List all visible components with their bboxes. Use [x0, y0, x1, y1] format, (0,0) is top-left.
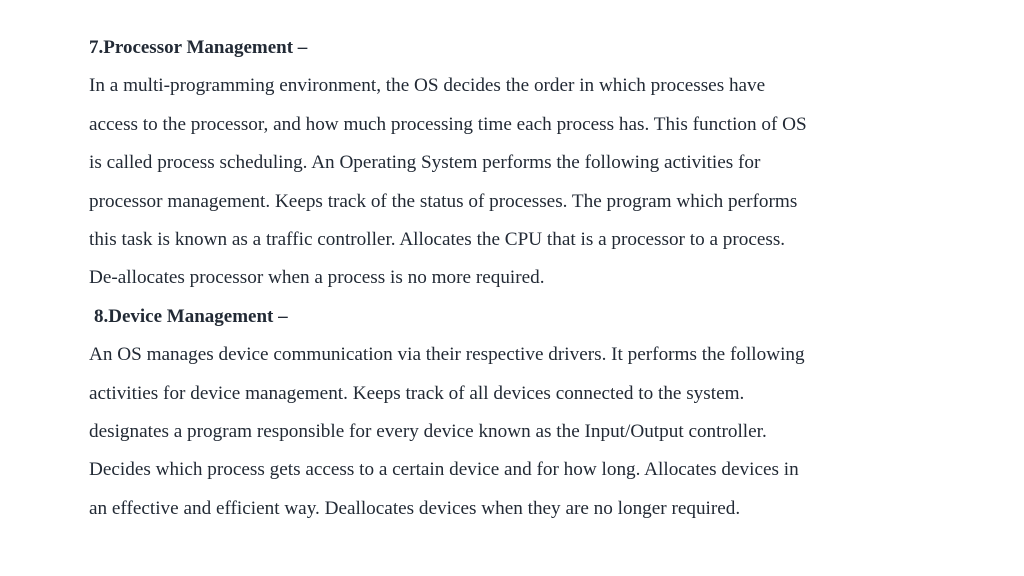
paragraph-line: An OS manages device communication via their respective drivers. It performs the following: [89, 344, 805, 366]
section-device-management: [89, 298, 909, 528]
paragraph-line: designates a program responsible for every device known as the Input/Output controller.: [89, 420, 767, 442]
paragraph-line: access to the processor, and how much processing time each process has. This function of OS: [89, 113, 807, 135]
section-heading: 7.Processor Management –: [89, 37, 308, 58]
paragraph-line: In a multi-programming environment, the OS decides the order in which processes have: [89, 75, 766, 97]
paragraph-line: De-allocates processor when a process is no more required.: [89, 267, 545, 289]
section-processor-management: [89, 29, 909, 298]
section-heading: 8.Device Management –: [94, 305, 288, 327]
paragraph-line: is called process scheduling. An Operating System performs the following activities for: [89, 152, 761, 174]
paragraph-line: Decides which process gets access to a certain device and for how long. Allocates devices in: [89, 459, 799, 481]
paragraph-line: an effective and efficient way. Deallocates devices when they are no longer required.: [89, 497, 741, 519]
document-body: [89, 29, 909, 528]
paragraph-line: this task is known as a traffic controller. Allocates the CPU that is a processor to a process.: [89, 228, 786, 250]
paragraph-line: activities for device management. Keeps track of all devices connected to the system.: [89, 382, 745, 404]
paragraph-line: processor management. Keeps track of the status of processes. The program which performs: [89, 190, 798, 212]
